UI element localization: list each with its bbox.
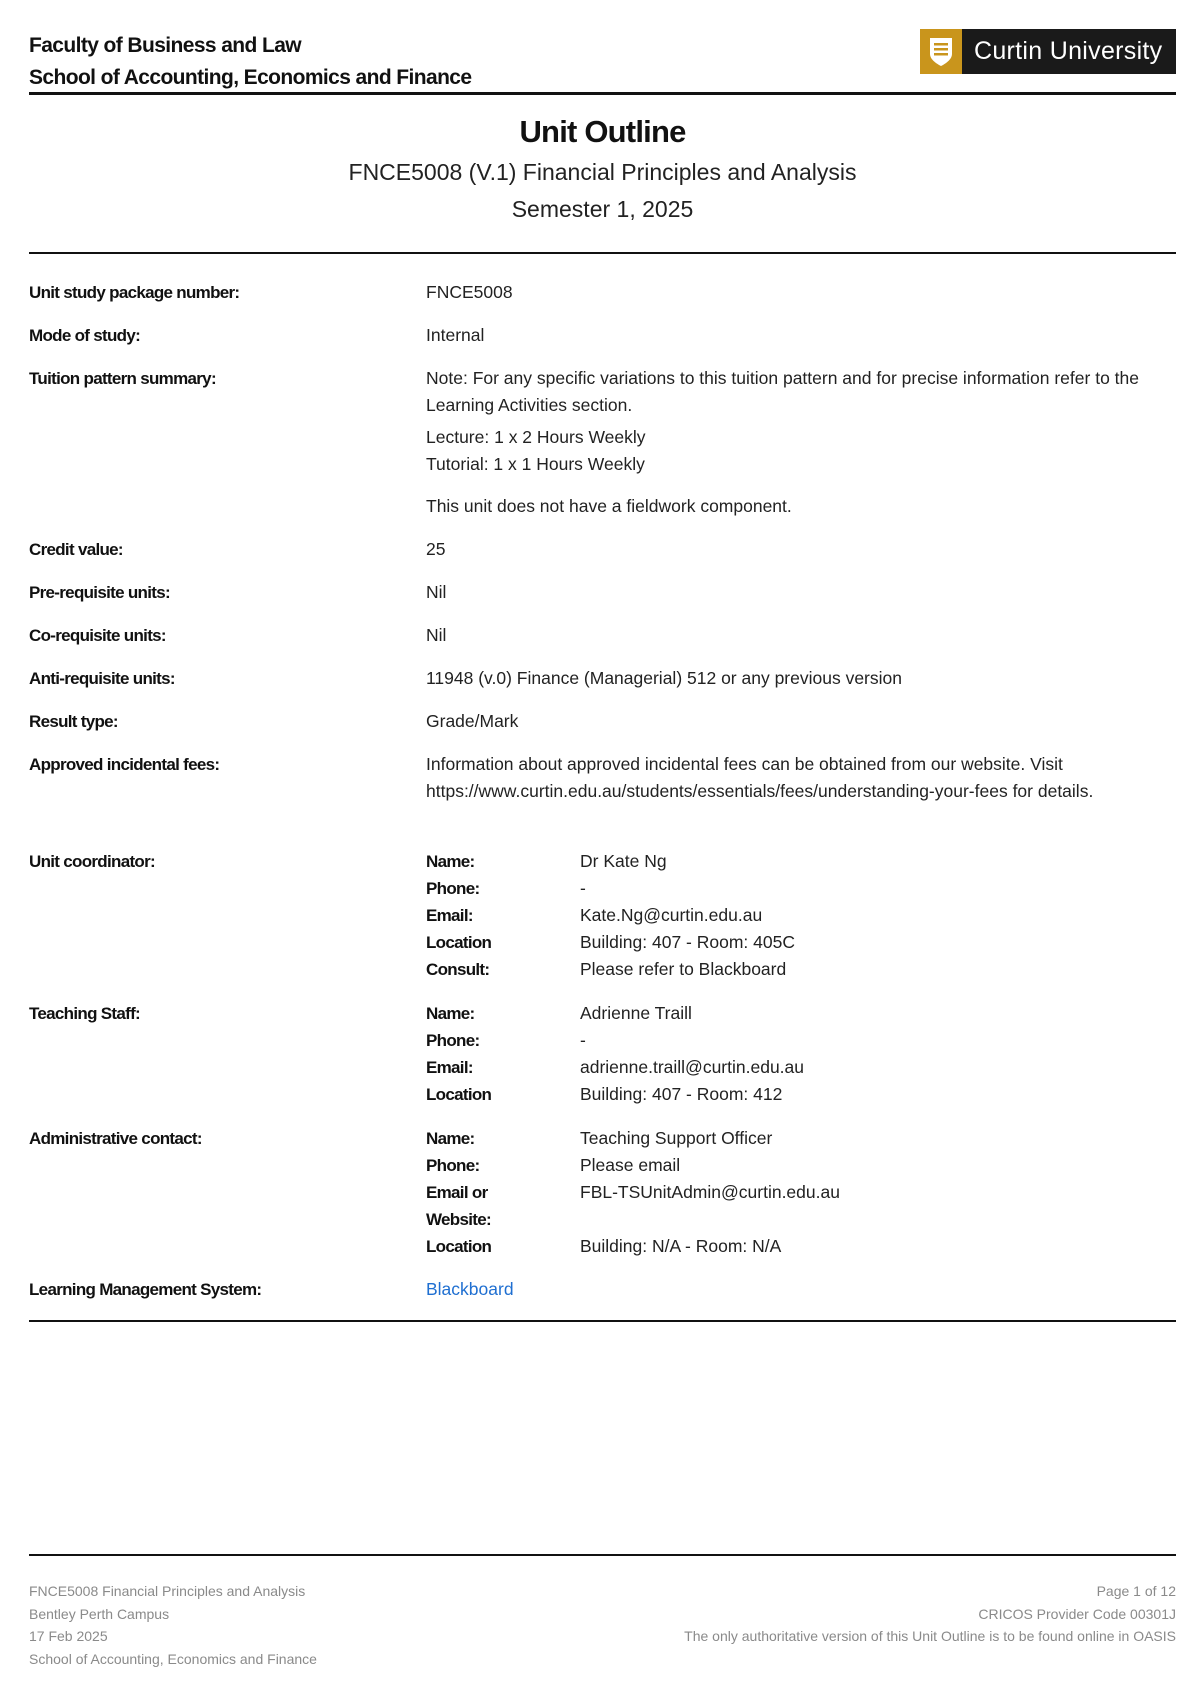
divider [29, 1320, 1176, 1322]
contact-email[interactable]: adrienne.traill@curtin.edu.au [580, 1057, 805, 1077]
unit-title: FNCE5008 (V.1) Financial Principles and Analysis [348, 159, 857, 185]
contact-key: Location [426, 1237, 492, 1256]
cricos-code: CRICOS Provider Code 00301J [978, 1605, 1176, 1622]
contact-block [426, 1125, 1200, 1260]
faculty-name: Faculty of Business and Law [29, 34, 302, 57]
divider [29, 252, 1176, 254]
footer-divider [29, 1554, 1176, 1556]
contact-block [426, 1000, 1200, 1108]
page-title: Unit Outline [519, 114, 686, 149]
contact-email[interactable]: Kate.Ng@curtin.edu.au [580, 905, 763, 925]
field-label: Unit coordinator: [29, 852, 155, 871]
contact-name: Teaching Support Officer [580, 1128, 773, 1148]
footer-unit: FNCE5008 Financial Principles and Analysis [29, 1583, 306, 1599]
field-label: Pre-requisite units: [29, 583, 170, 602]
tuition-tutorial: Tutorial: 1 x 1 Hours Weekly [426, 454, 645, 474]
contact-email[interactable]: FBL-TSUnitAdmin@curtin.edu.au [580, 1182, 840, 1202]
tuition-note: Note: For any specific variations to this tuition pattern and for precise information refer to the Learning Activities section. [426, 368, 1139, 415]
field-value: 25 [426, 539, 446, 559]
field-value: Nil [426, 582, 447, 602]
contact-key: Email: [426, 1058, 473, 1077]
curtin-logo [920, 29, 1176, 74]
divider [29, 92, 1176, 95]
authoritative-note: The only authoritative version of this Unit Outline is to be found online in OASIS [684, 1628, 1176, 1644]
contact-key: Location [426, 933, 492, 952]
field-label: Tuition pattern summary: [29, 369, 216, 388]
footer-left [29, 1580, 317, 1670]
blackboard-link[interactable]: Blackboard [426, 1279, 514, 1299]
semester: Semester 1, 2025 [511, 196, 694, 222]
field-label: Learning Management System: [29, 1280, 262, 1299]
contact-key: Name: [426, 1129, 475, 1148]
contact-location: Building: 407 - Room: 412 [580, 1084, 783, 1104]
field-label: Anti-requisite units: [29, 669, 175, 688]
field-value: Internal [426, 325, 485, 345]
contact-name: Adrienne Traill [580, 1003, 692, 1023]
contact-location: Building: N/A - Room: N/A [580, 1236, 782, 1256]
tuition-lecture: Lecture: 1 x 2 Hours Weekly [426, 427, 646, 447]
field-label: Credit value: [29, 540, 123, 559]
footer-school: School of Accounting, Economics and Finance [29, 1650, 317, 1667]
field-label: Approved incidental fees: [29, 755, 220, 774]
contact-block [426, 848, 1200, 983]
field-label: Teaching Staff: [29, 1004, 141, 1023]
contact-key: Location [426, 1085, 492, 1104]
contact-key-line: Email or [426, 1183, 488, 1202]
contact-key: Name: [426, 1004, 475, 1023]
contact-phone: - [580, 878, 586, 898]
field-label: Administrative contact: [29, 1129, 202, 1148]
fieldwork-note: This unit does not have a fieldwork component. [426, 496, 792, 516]
contact-phone: - [580, 1030, 586, 1050]
contact-key: Phone: [426, 879, 480, 898]
page-number: Page 1 of 12 [1096, 1583, 1176, 1599]
contact-key [426, 1179, 580, 1233]
footer-right [684, 1580, 1176, 1648]
field-value [426, 365, 1200, 520]
field-value [426, 1276, 1200, 1303]
contact-key: Phone: [426, 1156, 480, 1175]
contact-key: Phone: [426, 1031, 480, 1050]
contact-key-line: Website: [426, 1210, 491, 1229]
field-label: Unit study package number: [29, 283, 240, 302]
contact-key: Consult: [426, 960, 490, 979]
contact-location: Building: 407 - Room: 405C [580, 932, 795, 952]
footer-campus: Bentley Perth Campus [29, 1605, 170, 1622]
school-name: School of Accounting, Economics and Finance [29, 66, 472, 89]
contact-phone: Please email [580, 1155, 681, 1175]
unit-outline-page [29, 0, 1176, 1698]
field-value: FNCE5008 [426, 282, 513, 302]
contact-name: Dr Kate Ng [580, 851, 667, 871]
field-label: Result type: [29, 712, 118, 731]
field-value: Grade/Mark [426, 711, 519, 731]
contact-consult: Please refer to Blackboard [580, 959, 787, 979]
field-value: 11948 (v.0) Finance (Managerial) 512 or any previous version [426, 668, 902, 688]
contact-key: Name: [426, 852, 475, 871]
title-block [29, 110, 1176, 228]
field-value: Information about approved incidental fees can be obtained from our website. Visit https://www.curtin.edu.au/students/essentials/fees/understanding-your-fees for details. [426, 754, 1094, 801]
footer-date: 17 Feb 2025 [29, 1628, 108, 1644]
field-label: Co-requisite units: [29, 626, 166, 645]
faculty-header [29, 30, 471, 94]
field-label: Mode of study: [29, 326, 141, 345]
logo-text: Curtin University [974, 37, 1163, 65]
contact-key: Email: [426, 906, 473, 925]
field-value: Nil [426, 625, 447, 645]
crest-icon [920, 29, 962, 74]
